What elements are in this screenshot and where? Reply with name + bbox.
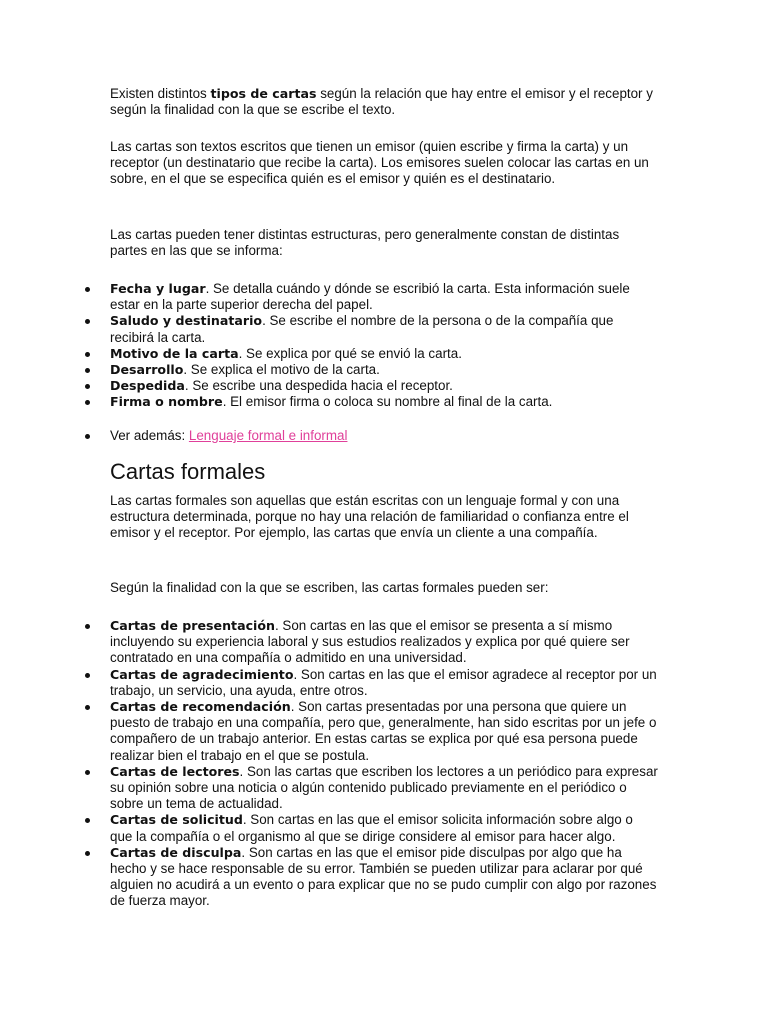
bullet-icon (85, 624, 90, 629)
list-item (0, 699, 658, 764)
list-item-text: . Son cartas en las que el emisor agradece al receptor por un trabajo, un servicio, una ayuda, entre otros. (110, 666, 657, 698)
intro-paragraph-types (110, 86, 658, 118)
list-item (0, 764, 658, 813)
list-item-term: Desarrollo (110, 362, 184, 378)
bullet-icon (85, 352, 90, 357)
list-item-text: . Se escribe una despedida hacia el receptor. (184, 378, 453, 394)
list-item (0, 378, 658, 394)
list-item-term: Despedida (110, 378, 185, 394)
see-also-prefix: Ver además: (110, 428, 189, 443)
list-item-term: Motivo de la carta (110, 345, 239, 361)
list-item-term: Cartas de lectores (110, 763, 240, 779)
see-also-list (0, 428, 768, 444)
list-item (0, 281, 658, 313)
list-item (0, 812, 658, 844)
list-item-term: Firma o nombre (110, 394, 223, 410)
list-item-term: Saludo y destinatario (110, 313, 263, 329)
bullet-icon (85, 384, 90, 389)
formal-paragraph-purpose: Según la finalidad con la que se escriben, las cartas formales pueden ser: (110, 580, 549, 595)
intro-text-before: Existen distintos (110, 86, 211, 101)
see-also-link[interactable]: Lenguaje formal e informal (188, 428, 348, 443)
bullet-icon (85, 705, 90, 710)
list-item-text: . Se explica por qué se envió la carta. (238, 345, 462, 361)
intro-paragraph-definition: Las cartas son textos escritos que tienen un emisor (quien escribe y firma la carta) y un receptor (un destinatario que recibe la carta). Los emisores suelen colocar las cartas en un sobre, en el que se especifica quién es el emisor y quién es el destinatario. (110, 139, 649, 187)
list-item (0, 394, 658, 410)
bullet-icon (85, 319, 90, 324)
list-item-term: Cartas de agradecimiento (110, 666, 294, 682)
list-item-text: . Se explica el motivo de la carta. (183, 362, 380, 378)
intro-text-after: según la relación que hay entre el emisor y el receptor y según la finalidad con la que se escribe el texto. (110, 86, 653, 118)
formal-types-list (0, 618, 768, 910)
bullet-icon (85, 673, 90, 678)
bullet-icon (85, 770, 90, 775)
list-item-term: Cartas de disculpa (110, 844, 242, 860)
letter-parts-list (0, 281, 768, 411)
list-item-text: . Se escribe el nombre de la persona o de la compañía que recibirá la carta. (110, 313, 614, 345)
list-item-term: Cartas de solicitud (110, 812, 243, 828)
intro-bold-term: tipos de cartas (210, 86, 317, 101)
list-item (0, 362, 658, 378)
list-item-text: . El emisor firma o coloca su nombre al final de la carta. (222, 394, 553, 410)
list-item (0, 845, 658, 910)
list-item-text: . Se detalla cuándo y dónde se escribió la carta. Esta información suele estar en la parte superior derecha del papel. (110, 281, 630, 313)
bullet-icon (85, 368, 90, 373)
list-item-text: . Son cartas en las que el emisor se presenta a sí mismo incluyendo su experiencia laboral y sus estudios realizados y explica por qué quiere ser contratado en una compañía o admitido en una universidad. (110, 618, 630, 666)
formal-paragraph-definition: Las cartas formales son aquellas que están escritas con un lenguaje formal y con una estructura determinada, porque no hay una relación de familiaridad o confianza entre el emisor y el receptor. Por ejemplo, las cartas que envía un cliente a una compañía. (110, 493, 629, 541)
intro-paragraph-structure: Las cartas pueden tener distintas estructuras, pero generalmente constan de distintas partes en las que se informa: (110, 227, 620, 259)
list-item-text: . Son cartas presentadas por una persona que quiere un puesto de trabajo en una compañía, pero que, generalmente, han sido escritas por un jefe o compañero de un trabajo anterior. En estas cartas se explica por qué esa persona puede realizar bien el trabajo en el que se postula. (110, 699, 657, 763)
list-item-text: . Son cartas en las que el emisor solicita información sobre algo o que la compañía o el organismo al que se dirige considere al emisor para hacer algo. (110, 812, 633, 844)
bullet-icon (85, 818, 90, 823)
bullet-icon (85, 287, 90, 292)
list-item-term: Fecha y lugar (110, 281, 206, 296)
list-item-text: . Son las cartas que escriben los lectores a un periódico para expresar su opinión sobre una noticia o algún contenido publicado previamente en el periódico o sobre un tema de actualidad. (110, 763, 658, 812)
list-item (0, 346, 658, 362)
list-item-text: . Son cartas en las que el emisor pide disculpas por algo que ha hecho y se hace responsable de su error. También se pueden utilizar para aclarar por qué alguien no acudirá a un evento o para explicar que no se pudo cumplir con algo por razones de fuerza mayor. (110, 844, 657, 909)
bullet-icon (85, 434, 90, 439)
list-item-term: Cartas de recomendación (110, 699, 291, 715)
list-item-term: Cartas de presentación (110, 618, 275, 633)
section-heading-formal: Cartas formales (110, 459, 266, 484)
bullet-icon (85, 400, 90, 405)
bullet-icon (85, 851, 90, 856)
list-item (0, 667, 658, 699)
list-item (0, 618, 658, 667)
list-item (0, 313, 658, 345)
see-also-item (0, 428, 658, 444)
